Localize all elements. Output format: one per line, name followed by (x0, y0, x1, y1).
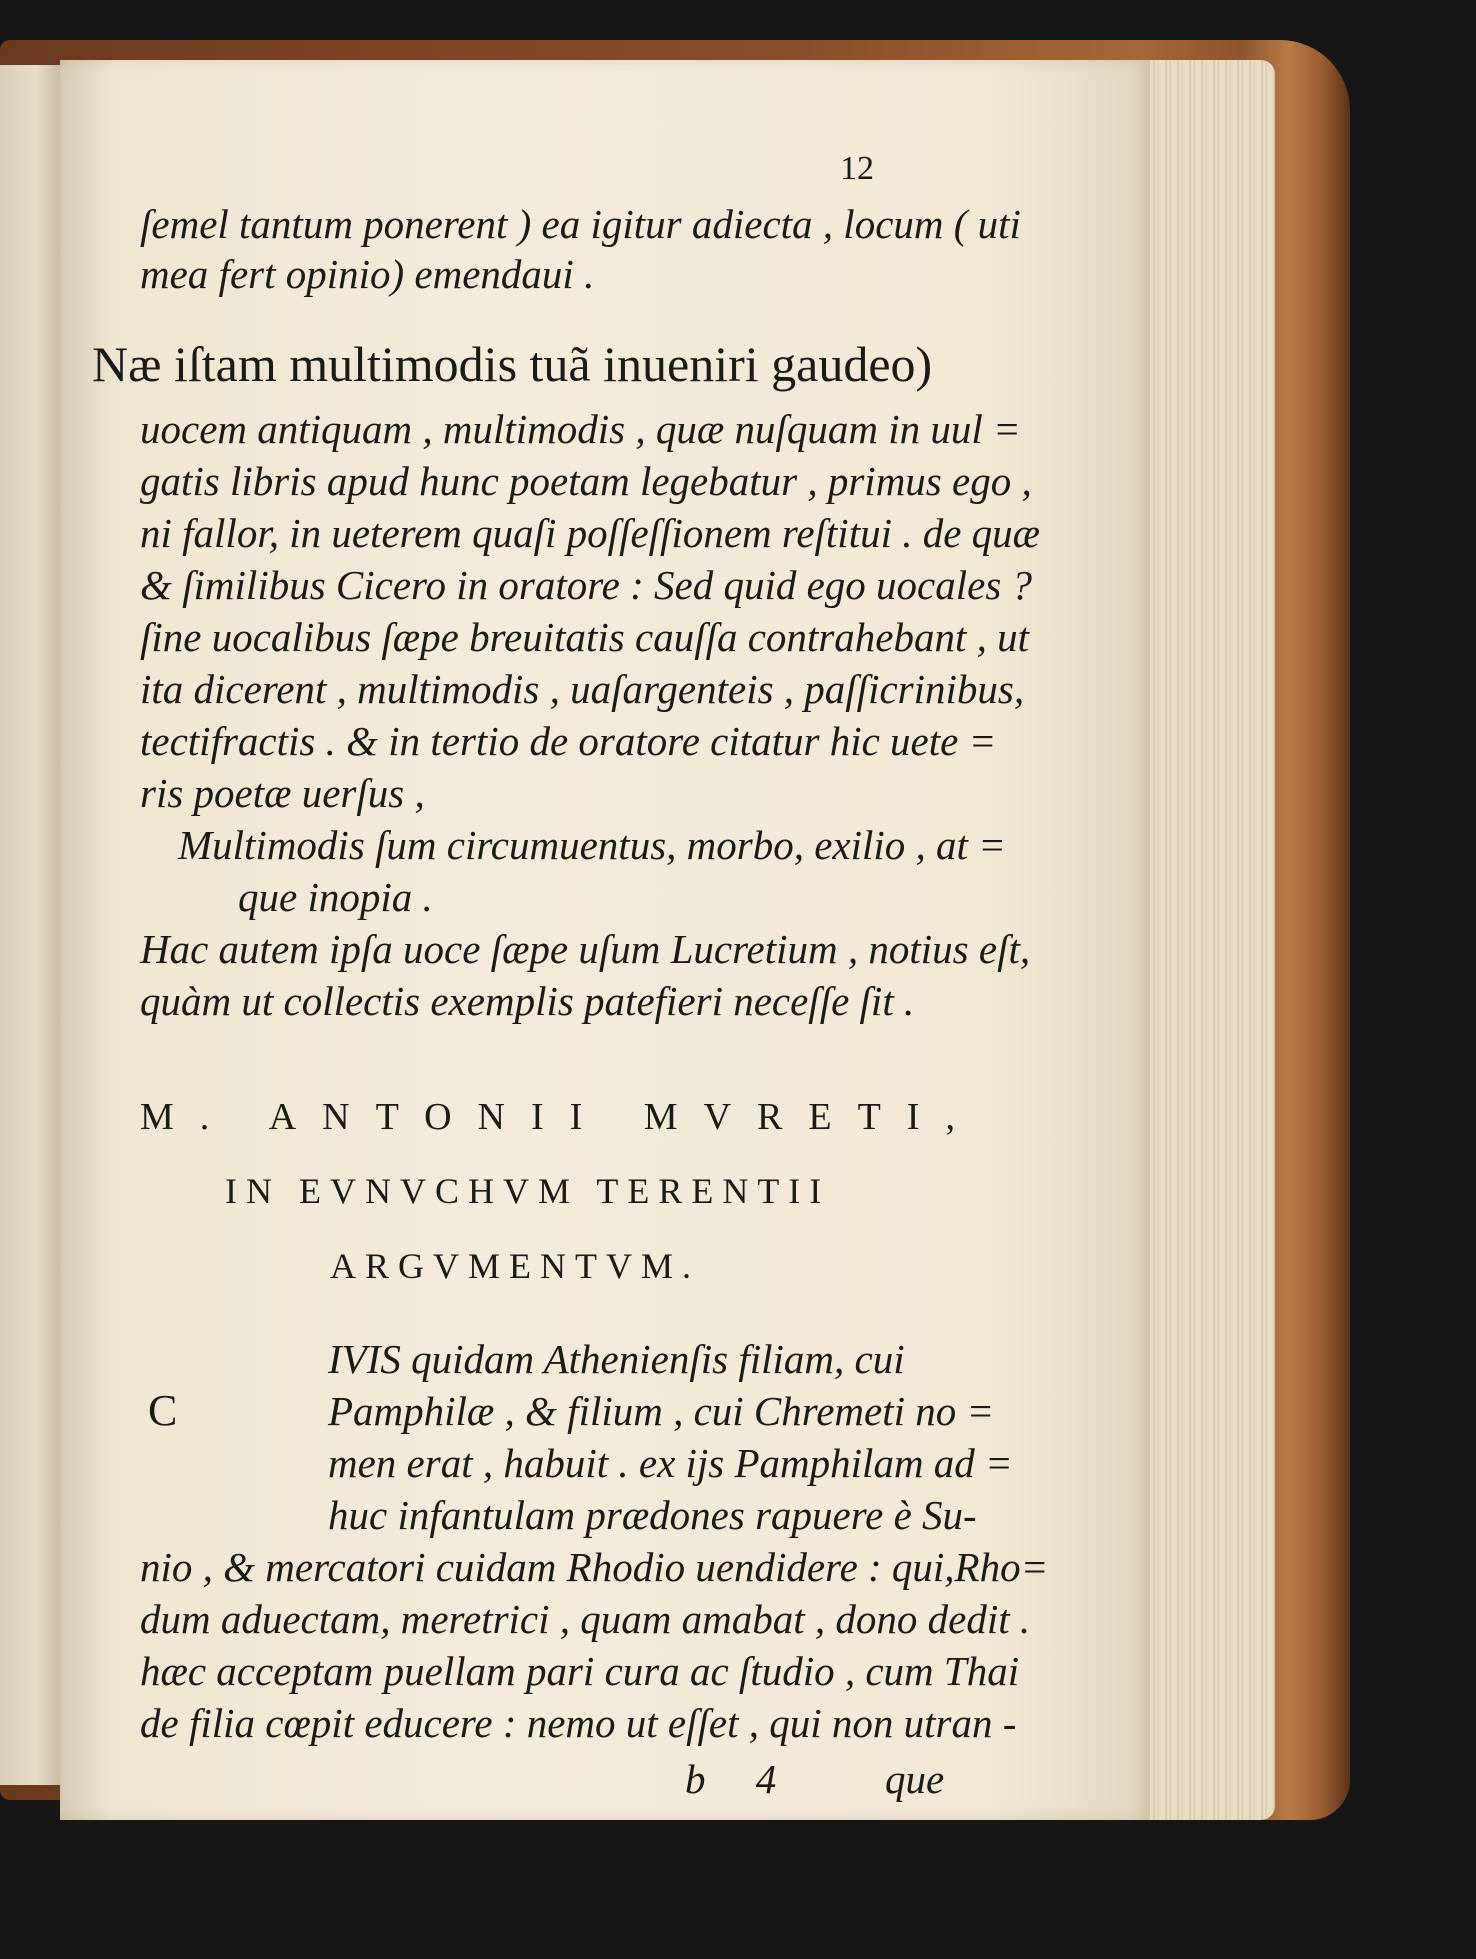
text-line: ſemel tantum ponerent ) ea igitur adiecta , locum ( uti (140, 201, 1021, 247)
text-line: tectifractis . & in tertio de oratore citatur hic uete = (140, 718, 997, 764)
text-line: gatis libris apud hunc poetam legebatur , primus ego , (140, 458, 1032, 504)
argument-line: dum aduectam, meretrici , quam amabat , dono dedit . (140, 1596, 1031, 1642)
signature-mark: b 4 (685, 1756, 777, 1802)
verse-line: que inopia . (238, 874, 433, 920)
drop-initial: C (148, 1386, 178, 1435)
text-line: quàm ut collectis exemplis patefieri neceſſe ſit . (140, 978, 915, 1024)
argument-line: hæc acceptam puellam pari cura ac ſtudio , cum Thai (140, 1648, 1020, 1694)
page-edges (1135, 60, 1275, 1820)
text-line: ita dicerent , multimodis , uaſargenteis , paſſicrinibus, (140, 666, 1025, 712)
book-page (60, 60, 1150, 1820)
lemma-line: Næ iſtam multimodis tuã inueniri gaudeo) (92, 336, 933, 392)
text-line: & ſimilibus Cicero in oratore : Sed quid ego uocales ? (140, 562, 1033, 608)
argument-line: IVIS quidam Athenienſis filiam, cui (328, 1336, 905, 1382)
argument-line: men erat , habuit . ex ijs Pamphilam ad = (328, 1440, 1013, 1486)
heading-author: M. ANTONII MVRETI, (140, 1096, 981, 1138)
heading-argumentum: ARGVMENTVM. (330, 1246, 701, 1286)
facing-page-edge (0, 65, 60, 1785)
text-line: ris poetæ uerſus , (140, 770, 425, 816)
argument-line: nio , & mercatori cuidam Rhodio uendidere : qui,Rho= (140, 1544, 1049, 1590)
text-line: mea fert opinio) emendaui . (140, 251, 595, 297)
text-line: uocem antiquam , multimodis , quæ nuſquam in uul = (140, 406, 1021, 452)
argument-line: huc infantulam prædones rapuere è Su- (328, 1492, 977, 1538)
text-line: ſine uocalibus ſæpe breuitatis cauſſa contrahebant , ut (140, 614, 1030, 660)
page-number: 12 (840, 150, 874, 187)
text-line: ni fallor, in ueterem quaſi poſſeſſionem reſtitui . de quæ (140, 510, 1041, 556)
argument-line: Pamphilæ , & filium , cui Chremeti no = (328, 1388, 995, 1434)
verse-line: Multimodis ſum circumuentus, morbo, exilio , at = (178, 822, 1006, 868)
catchword: que (885, 1756, 945, 1802)
text-line: Hac autem ipſa uoce ſæpe uſum Lucretium , notius eſt, (140, 926, 1031, 972)
argument-line: de filia cœpit educere : nemo ut eſſet , qui non utran - (140, 1700, 1017, 1746)
heading-title: IN EVNVCHVM TERENTII (225, 1171, 831, 1211)
